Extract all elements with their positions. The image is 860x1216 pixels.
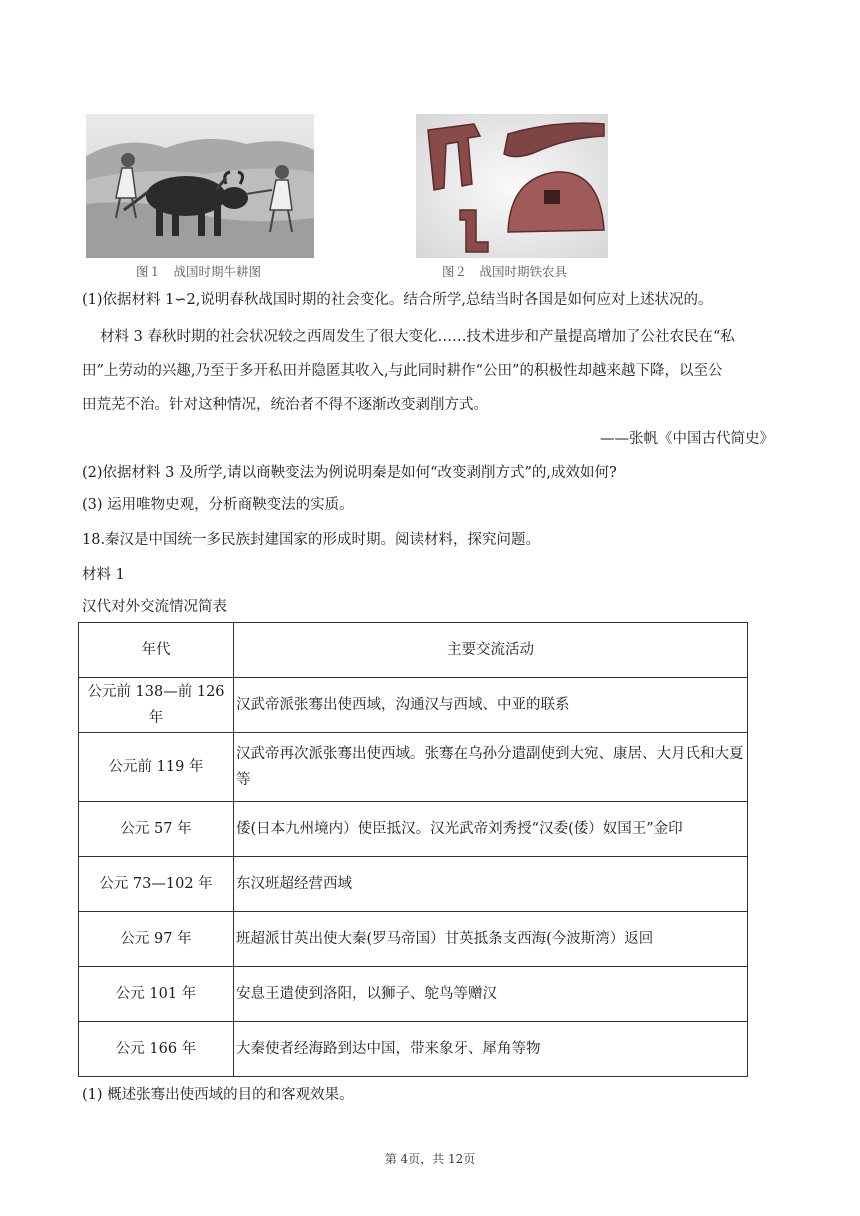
q18-intro: 18.秦汉是中国统一多民族封建国家的形成时期。阅读材料，探究问题。 xyxy=(82,532,541,548)
table-row xyxy=(79,733,748,802)
table-cell-activity: 大秦使者经海路到达中国，带来象牙、犀角等物 xyxy=(234,1022,748,1077)
table-cell-year: 公元前 119 年 xyxy=(79,733,234,802)
table-cell-year: 公元 57 年 xyxy=(79,802,234,857)
table-row xyxy=(79,678,748,733)
q18-part1: (1) 概述张骞出使西域的目的和客观效果。 xyxy=(82,1087,354,1103)
table-cell-activity: 汉武帝派张骞出使西域，沟通汉与西域、中亚的联系 xyxy=(234,678,748,733)
table-header-row xyxy=(79,623,748,678)
material3-line1: 材料 3 春秋时期的社会状况较之西周发生了很大变化……技术进步和产量提高增加了公社农民在“私 xyxy=(100,329,735,345)
table-cell-activity: 倭(日本九州境内）使臣抵汉。汉光武帝刘秀授“汉委(倭）奴国王”金印 xyxy=(234,802,748,857)
ox-plowing-illustration xyxy=(86,114,314,258)
table-cell-year: 公元 73—102 年 xyxy=(79,857,234,912)
table-header-activity: 主要交流活动 xyxy=(234,623,748,678)
table-row xyxy=(79,857,748,912)
table-cell-year: 公元前 138—前 126 年 xyxy=(79,678,234,733)
table-cell-activity: 汉武帝再次派张骞出使西域。张骞在乌孙分遣副使到大宛、康居、大月氏和大夏等 xyxy=(234,733,748,802)
figure-1-caption: 图１ 战国时期牛耕图 xyxy=(136,264,262,279)
material3-line3: 田荒芜不治。针对这种情况，统治者不得不逐渐改变剥削方式。 xyxy=(82,397,488,413)
table-row xyxy=(79,967,748,1022)
material1-label: 材料 1 xyxy=(82,567,125,583)
table-cell-activity: 安息王遣使到洛阳，以狮子、鸵鸟等赠汉 xyxy=(234,967,748,1022)
material3-attribution: ——张帆《中国古代简史》 xyxy=(600,431,774,447)
q17-part1: (1)依据材料 1∽2,说明春秋战国时期的社会变化。结合所学,总结当时各国是如何应对上述状况的。 xyxy=(82,292,713,308)
table-cell-activity: 东汉班超经营西域 xyxy=(234,857,748,912)
q17-part3: (3) 运用唯物史观，分析商鞅变法的实质。 xyxy=(82,497,354,513)
material3-line2: 田”上劳动的兴趣,乃至于多开私田并隐匿其收入,与此同时耕作“公田”的积极性却越来越下降，以至公 xyxy=(82,363,723,379)
table-cell-year: 公元 101 年 xyxy=(79,967,234,1022)
table-cell-activity: 班超派甘英出使大秦(罗马帝国）甘英抵条支西海(今波斯湾）返回 xyxy=(234,912,748,967)
table-cell-year: 公元 97 年 xyxy=(79,912,234,967)
table-header-year: 年代 xyxy=(79,623,234,678)
page-footer: 第 4页，共 12页 xyxy=(384,1152,476,1166)
figure-2-caption: 图２ 战国时期铁农具 xyxy=(442,264,568,279)
table-row xyxy=(79,1022,748,1077)
iron-tools-photo xyxy=(416,114,608,258)
table-title: 汉代对外交流情况简表 xyxy=(82,599,227,615)
q17-part2: (2)依据材料 3 及所学,请以商鞅变法为例说明秦是如何“改变剥削方式”的,成效如何? xyxy=(82,465,617,481)
exchange-table xyxy=(78,622,748,1077)
table-row xyxy=(79,912,748,967)
table-row xyxy=(79,802,748,857)
table-cell-year: 公元 166 年 xyxy=(79,1022,234,1077)
